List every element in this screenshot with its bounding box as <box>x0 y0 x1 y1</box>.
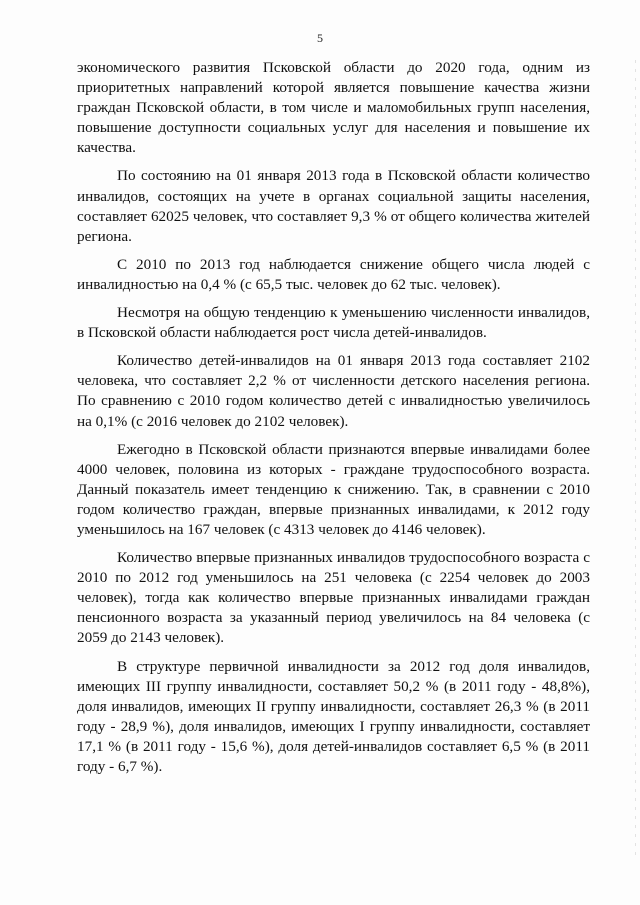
document-body <box>77 58 590 785</box>
paragraph-children-count: Количество детей-инвалидов на 01 января 2013 года составляет 2102 человека, что составляет 2,2 % от численности детского населения региона. По сравнению с 2010 годом количество детей с инвалидностью увеличилось на 0,1% (с 2016 человек до 2102 человек). <box>77 352 590 430</box>
paragraph-continuation: экономического развития Псковской области до 2020 года, одним из приоритетных направлений которой является повышение качества жизни граждан Псковской области, в том числе и маломобильных групп населения, повышение доступности социальных услуг для населения и повышение их качества. <box>77 59 590 157</box>
paragraph-first-time-disabled: Ежегодно в Псковской области признаются впервые инвалидами более 4000 человек, половина из которых - граждане трудоспособного возраста. Данный показатель имеет тенденцию к снижению. Так, в сравнении с 2010 годом количество граждан, впервые признанных инвалидами, к 2012 году уменьшилось на 167 человек (с 4313 человек до 4146 человек). <box>77 440 590 538</box>
paragraph-decline-trend: С 2010 по 2013 год наблюдается снижение общего числа людей с инвалидностью на 0,4 % (с 65,5 тыс. человек до 62 тыс. человек). <box>77 255 590 293</box>
scan-edge-artifact <box>635 60 636 860</box>
paragraph-disabled-count: По состоянию на 01 января 2013 года в Псковской области количество инвалидов, состоящих на учете в органах социальной защиты населения, составляет 62025 человек, что составляет 9,3 % от общего количества жителей региона. <box>77 167 590 245</box>
page-number: 5 <box>317 31 323 45</box>
paragraph-children-growth: Несмотря на общую тенденцию к уменьшению численности инвалидов, в Псковской области наблюдается рост числа детей-инвалидов. <box>77 304 590 342</box>
paragraph-disability-structure: В структуре первичной инвалидности за 2012 год доля инвалидов, имеющих III группу инвалидности, составляет 50,2 % (в 2011 году - 48,8%), доля инвалидов, имеющих II группу инвалидности, составляет 26,3 % (в 2011 году - 28,9 %), доля инвалидов, имеющих I группу инвалидности, составляет 17,1 % (в 2011 году - 15,6 %), доля детей-инвалидов составляет 6,5 % (в 2011 году - 6,7 %). <box>77 657 590 775</box>
paragraph-working-age: Количество впервые признанных инвалидов трудоспособного возраста с 2010 по 2012 год уменьшилось на 251 человека (с 2254 человек до 2003 человек), тогда как количество впервые признанных инвалидами граждан пенсионного возраста за указанный период увеличилось на 84 человека (с 2059 до 2143 человек). <box>77 549 590 647</box>
